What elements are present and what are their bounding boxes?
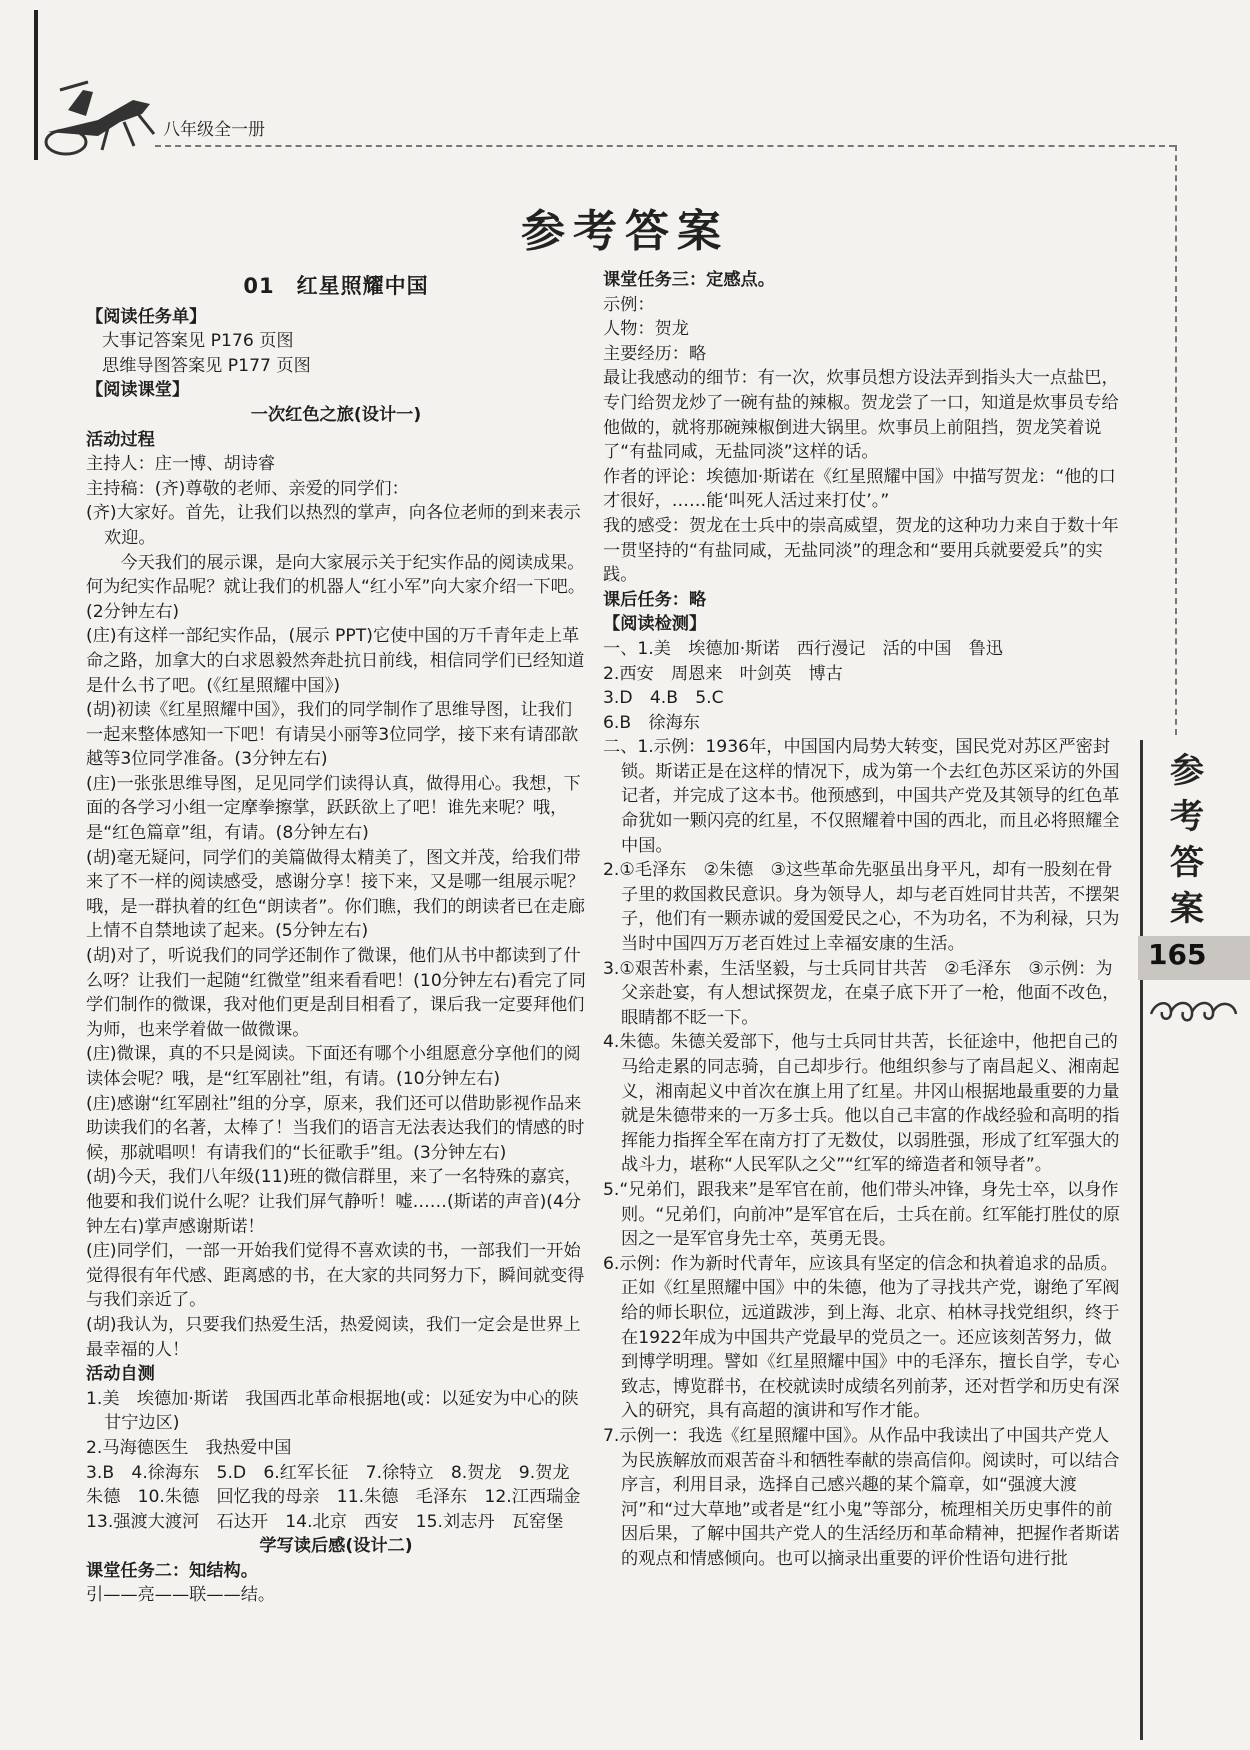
text-line: (庄)同学们，一部一开始我们觉得不喜欢读的书，一部我们一开始觉得很有年代感、距离感的书，在大家的共同努力下，瞬间就变得与我们亲近了。 [86, 1241, 585, 1311]
side-tab-char: 案 [1170, 889, 1204, 929]
text-line: 引——亮——联——结。 [86, 1585, 276, 1606]
header-dashed-rule [155, 145, 1175, 147]
grade-label: 八年级全一册 [163, 120, 265, 140]
section-title: 01 红星照耀中国 [243, 274, 429, 298]
left-column [86, 272, 598, 1608]
side-tab-char: 考 [1170, 797, 1204, 837]
right-column [603, 268, 1123, 1571]
text-line: (齐)大家好。首先，让我们以热烈的掌声，向各位老师的到来表示欢迎。 [86, 503, 581, 548]
page-title: 参考答案 [521, 206, 729, 257]
side-tab-char: 参 [1170, 751, 1204, 791]
text-line: 二、1.示例：1936年，中国国内局势大转变，国民党对苏区严密封锁。斯诺正是在这样的情况下，成为第一个去红色苏区采访的外国记者，并完成了这本书。他预感到，中国共产党及其领导的红色革命犹如一颗闪亮的红星，不仅照耀着中国的西北，而且必将照耀全中国。 [603, 737, 1120, 856]
text-line: 1.美 埃德加·斯诺 我国西北革命根据地(或：以延安为中心的陕甘宁边区) [86, 1388, 579, 1434]
text-line: 3.B 4.徐海东 5.D 6.红军长征 7.徐特立 8.贺龙 9.贺龙 朱德 10.朱德 回忆我的母亲 11.朱德 毛泽东 12.江西瑞金 13.强渡大渡河 石达开 14.北京 西安 15.刘志丹 瓦窑堡 [86, 1462, 598, 1532]
right-lines [603, 268, 1123, 1571]
text-line: 2.西安 周恩来 叶剑英 博古 [603, 663, 843, 684]
text-line: 课后任务：略 [603, 589, 707, 610]
text-line: (庄)感谢“红军剧社”组的分享，原来，我们还可以借助影视作品来助读我们的名著，太棒了！当我们的语言无法表达我们的情感的时候，那就唱呗！有请我们的“长征歌手”组。(3分钟左右) [86, 1093, 585, 1163]
text-line: 活动过程 [86, 429, 155, 450]
side-rule [1140, 740, 1143, 1740]
text-line: 课堂任务三：定感点。 [603, 270, 775, 290]
swirl-ornament-icon [1146, 992, 1241, 1032]
text-line: (庄)微课，真的不只是阅读。下面还有哪个小组愿意分享他们的阅读体会呢？哦，是“红军剧社”组，有请。(10分钟左右) [86, 1044, 581, 1089]
side-tab-char: 答 [1170, 843, 1204, 883]
text-line: (胡)今天，我们八年级(11)班的微信群里，来了一名特殊的嘉宾，他要和我们说什么呢？让我们屏气静听！嘘……(斯诺的声音)(4分钟左右)掌声感谢斯诺！ [86, 1167, 582, 1237]
text-line: 4.朱德。朱德关爱部下，他与士兵同甘共苦，长征途中，他把自己的马给走累的同志骑，自己却步行。他组织参与了南昌起义、湘南起义，湘南起义中首次在旗上用了红星。井冈山根据地最重要的力量就是朱德带来的一万多士兵。他以自己丰富的作战经验和高明的指挥能力指挥全军在南方打了无数仗，以弱胜强，形成了红军强大的战斗力，堪称“人民军队之父”“红军的缔造者和领导者”。 [603, 1032, 1120, 1176]
text-line: 一、1.美 埃德加·斯诺 西行漫记 活的中国 鲁迅 [603, 638, 1003, 659]
side-tab [1152, 748, 1222, 932]
text-line: 主持稿：(齐)尊敬的老师、亲爱的同学们： [86, 478, 409, 499]
text-line: 3.①艰苦朴素，生活坚毅，与士兵同甘共苦 ②毛泽东 ③示例：为父亲赴宴，有人想试探贺龙，在桌子底下开了一枪，他面不改色，眼睛都不眨一下。 [603, 958, 1120, 1028]
text-line: 课堂任务二：知结构。 [86, 1560, 258, 1581]
page-number: 165 [1148, 938, 1207, 971]
text-line: 主持人：庄一博、胡诗睿 [86, 454, 276, 475]
text-line: (胡)初读《红星照耀中国》，我们的同学制作了思维导图，让我们一起来整体感知一下吧！有请吴小丽等3位同学，接下来有请邵歆越等3位同学准备。(3分钟左右) [86, 700, 579, 770]
text-line: 思维导图答案见 P177 页图 [102, 355, 311, 376]
text-line: 人物：贺龙 [603, 319, 689, 340]
text-line: (庄)一张张思维导图，足见同学们读得认真，做得用心。我想，下面的各学习小组一定摩拳擦掌，跃跃欲上了吧！谁先来呢？哦，是“红色篇章”组，有请。(8分钟左右) [86, 773, 581, 844]
text-line: 大事记答案见 P176 页图 [102, 331, 294, 352]
left-lines [86, 305, 598, 1608]
text-line: 3.D 4.B 5.C [603, 688, 724, 709]
text-line: 主要经历：略 [603, 343, 707, 364]
text-line: 我的感受：贺龙在士兵中的崇高威望，贺龙的这种功力来自于数十年一贯坚持的“有盐同咸，无盐同淡”的理念和“要用兵就要爱兵”的实践。 [603, 515, 1119, 586]
text-line: 作者的评论：埃德加·斯诺在《红星照耀中国》中描写贺龙：“他的口才很好，……能‘叫死人活过来打仗’。” [603, 466, 1116, 512]
text-line: 最让我感动的细节：有一次，炊事员想方设法弄到指头大一点盐巴，专门给贺龙炒了一碗有盐的辣椒。贺龙尝了一口，知道是炊事员专给他做的，就将那碗辣椒倒进大锅里。炊事员上前阻挡，贺龙笑着说了“有盐同咸，无盐同淡”这样的话。 [603, 368, 1119, 463]
text-line: 【阅读任务单】 [86, 306, 207, 327]
text-line: 6.B 徐海东 [603, 712, 700, 733]
text-line: (胡)我认为，只要我们热爱生活，热爱阅读，我们一定会是世界上最幸福的人！ [86, 1314, 581, 1360]
text-line: (胡)对了，听说我们的同学还制作了微课，他们从书中都读到了什么呀？让我们一起随“红微堂”组来看看吧！(10分钟左右)看完了同学们制作的微课，我对他们更是刮目相看了，课后我一定要拜他们为师，也来学着做一做微课。 [86, 946, 586, 1040]
text-line: 一次红色之旅(设计一) [250, 404, 422, 425]
text-line: 学写读后感(设计二) [259, 1536, 413, 1557]
text-line: 2.①毛泽东 ②朱德 ③这些革命先驱虽出身平凡，却有一股刻在骨子里的救国救民意识。身为领导人，却与老百姓同甘共苦，不摆架子，他们有一颗赤诚的爱国爱民之心，不为功名，不为利禄，只为当时中国四万万老百姓过上幸福安康的生活。 [603, 860, 1120, 955]
text-line: 2.马海德医生 我热爱中国 [86, 1437, 292, 1458]
text-line: 活动自测 [86, 1364, 155, 1385]
text-line: (胡)毫无疑问，同学们的美篇做得太精美了，图文并茂，给我们带来了不一样的阅读感受，感谢分享！接下来，又是哪一组展示呢？哦，是一群执着的红色“朗读者”。你们瞧，我们的朗读者已在走廊上情不自禁地读了起来。(5分钟左右) [86, 847, 586, 942]
text-line: 6.示例：作为新时代青年，应该具有坚定的信念和执着追求的品质。正如《红星照耀中国》中的朱德，他为了寻找共产党，谢绝了军阀给的师长职位，远道跋涉，到上海、北京、柏林寻找党组织，终于在1922年成为中国共产党最早的党员之一。还应该刻苦努力，做到博学明理。譬如《红星照耀中国》中的毛泽东，擅长自学，专心致志，博览群书，在校就读时成绩名列前茅，还对哲学和历史有深入的研究，具有高超的演讲和写作才能。 [603, 1253, 1120, 1422]
text-line: 5.“兄弟们，跟我来”是军官在前，他们带头冲锋，身先士卒，以身作则。“兄弟们，向前冲”是军官在后，士兵在前。红军能打胜仗的原因之一是军官身先士卒，英勇无畏。 [603, 1179, 1121, 1250]
chariot-logo-icon [38, 70, 158, 160]
text-line: 今天我们的展示课，是向大家展示关于纪实作品的阅读成果。何为纪实作品呢？就让我们的机器人“红小军”向大家介绍一下吧。(2分钟左右) [86, 552, 586, 622]
text-line: 7.示例一：我选《红星照耀中国》。从作品中我读出了中国共产党人为民族解放而艰苦奋斗和牺牲奉献的崇高信仰。阅读时，可以结合序言，利用目录，选择自己感兴趣的某个篇章，如“强渡大渡河”和“过大草地”或者是“红小鬼”等部分，梳理相关历史事件的前因后果，了解中国共产党人的生活经历和革命精神，把握作者斯诺的观点和情感倾向。也可以摘录出重要的评价性语句进行批 [603, 1425, 1120, 1569]
text-line: (庄)有这样一部纪实作品，(展示 PPT)它使中国的万千青年走上革命之路，加拿大的白求恩毅然奔赴抗日前线，相信同学们已经知道是什么书了吧。(《红星照耀中国》) [86, 626, 585, 696]
text-line: 示例： [603, 294, 655, 315]
text-line: 【阅读课堂】 [86, 380, 190, 401]
text-line: 【阅读检测】 [603, 614, 707, 635]
